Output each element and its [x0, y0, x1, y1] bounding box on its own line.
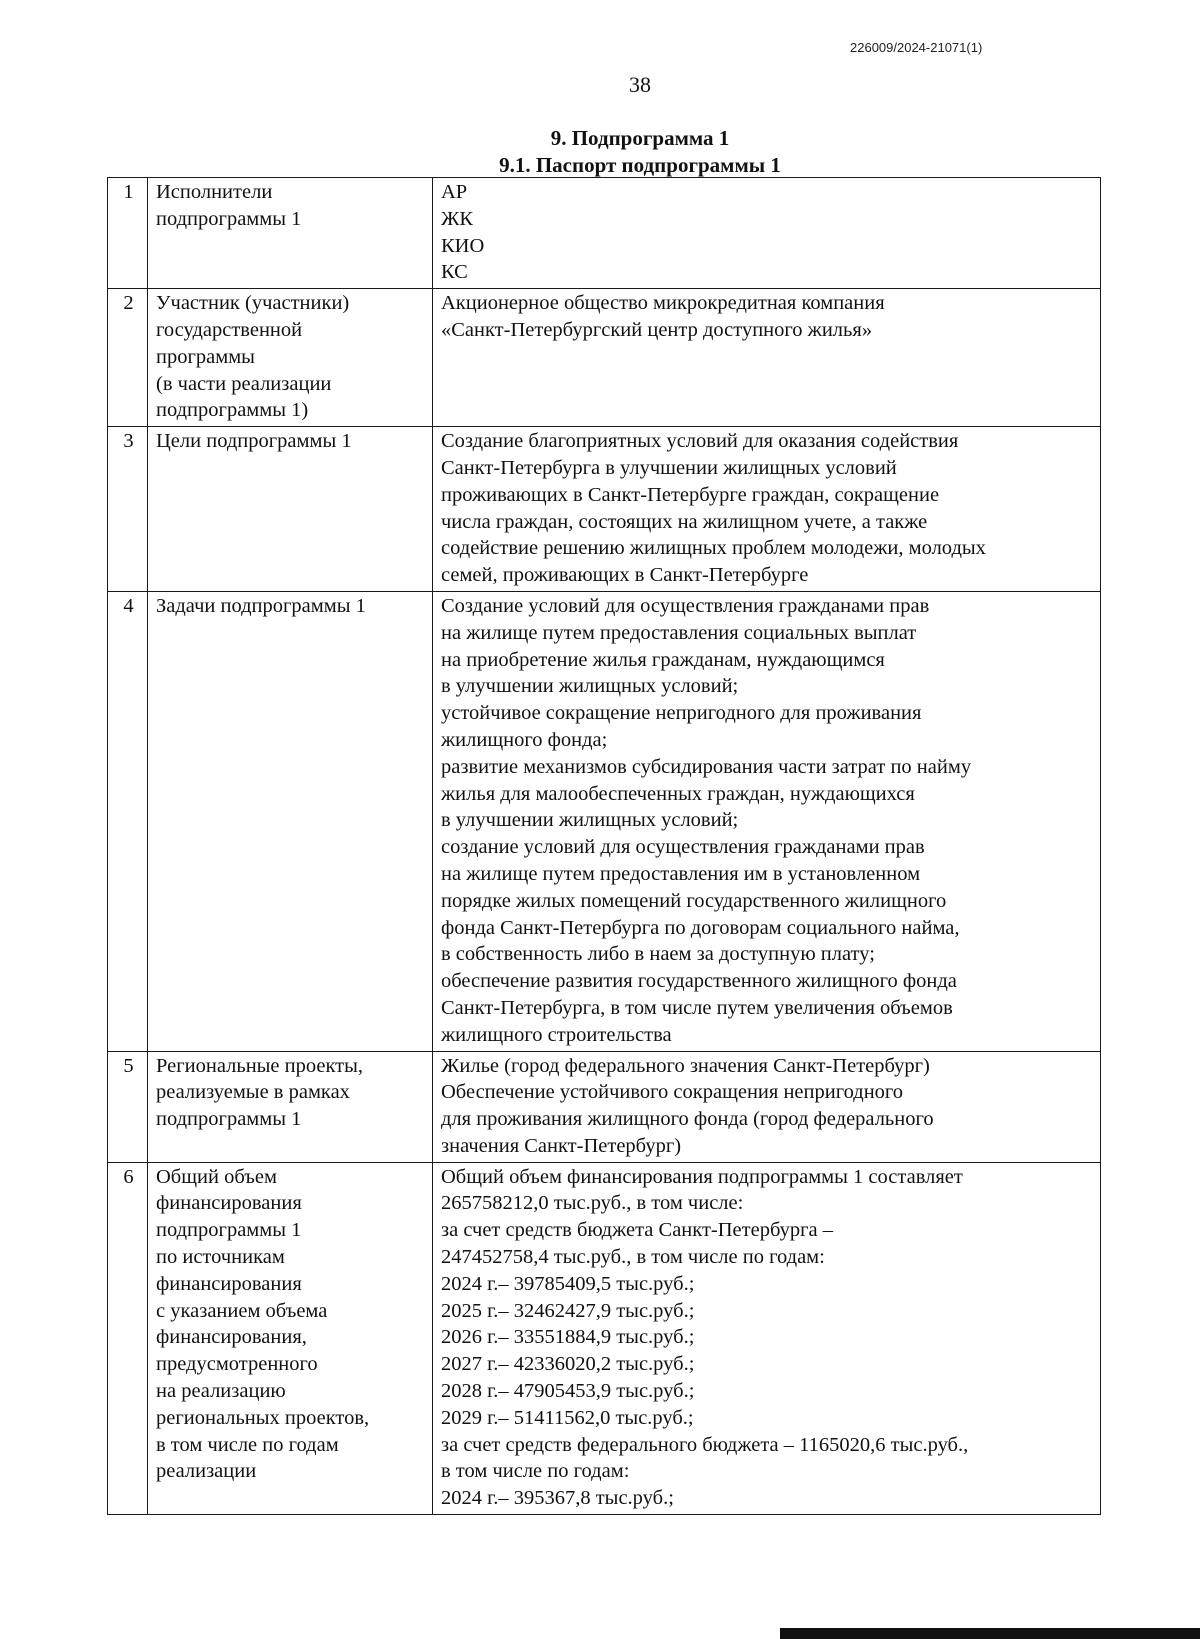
row-name-line: финансирования — [156, 1272, 302, 1295]
row-name-line: финансирования — [156, 1192, 302, 1215]
row-name-line: Цели подпрограммы 1 — [156, 430, 352, 453]
row-content-line: Санкт-Петербурга, в том числе путем увеличения объемов — [441, 996, 953, 1019]
row-content-line: на жилище путем предоставления социальных выплат — [441, 621, 917, 644]
row-name-line: Задачи подпрограммы 1 — [156, 594, 366, 617]
row-name-cell — [148, 427, 433, 592]
row-name-cell — [148, 591, 433, 1051]
row-content-line: жилья для малообеспеченных граждан, нуждающихся — [441, 782, 915, 805]
row-number: 4 — [108, 591, 148, 1051]
row-name-line: в том числе по годам — [156, 1433, 339, 1456]
row-content-cell — [433, 1051, 1101, 1162]
row-content-cell — [433, 591, 1101, 1051]
row-name-line: подпрограммы 1) — [156, 399, 309, 422]
row-name-line: программы — [156, 345, 255, 368]
row-name-cell — [148, 1051, 433, 1162]
row-content-line: за счет средств бюджета Санкт-Петербурга – — [441, 1219, 833, 1242]
row-name-line: подпрограммы 1 — [156, 207, 302, 230]
row-name-line: Исполнители — [156, 181, 273, 203]
row-content-line: семей, проживающих в Санкт-Петербурге — [441, 564, 809, 587]
row-content-line: КС — [441, 261, 468, 284]
row-name-line: с указанием объема — [156, 1299, 328, 1322]
row-content-line: 2027 г.– 42336020,2 тыс.руб.; — [441, 1353, 695, 1376]
row-content-line: в том числе по годам: — [441, 1460, 630, 1483]
row-number: 3 — [108, 427, 148, 592]
row-content-line: содействие решению жилищных проблем молодежи, молодых — [441, 537, 986, 560]
table-row — [108, 427, 1101, 592]
row-number: 5 — [108, 1051, 148, 1162]
row-content-line: создание условий для осуществления гражданами прав — [441, 836, 925, 859]
row-name-line: государственной — [156, 318, 303, 341]
row-content-line: Общий объем финансирования подпрограммы 1 составляет — [441, 1165, 963, 1188]
table-row — [108, 591, 1101, 1051]
row-content-line: 2025 г.– 32462427,9 тыс.руб.; — [441, 1299, 695, 1322]
table-row — [108, 1162, 1101, 1514]
row-content-line: КИО — [441, 234, 485, 257]
row-content-line: на жилище путем предоставления им в установленном — [441, 862, 921, 885]
table-row — [108, 1051, 1101, 1162]
row-number: 2 — [108, 289, 148, 427]
row-name-cell — [148, 1162, 433, 1514]
row-name-line: подпрограммы 1 — [156, 1219, 302, 1242]
subsection-title: 9.1. Паспорт подпрограммы 1 — [499, 153, 781, 177]
row-content-line: Создание благоприятных условий для оказания содействия — [441, 430, 959, 453]
row-content-line: за счет средств федерального бюджета – 1165020,6 тыс.руб., — [441, 1433, 969, 1456]
row-content-line: 2029 г.– 51411562,0 тыс.руб.; — [441, 1406, 694, 1429]
row-content-line: устойчивое сокращение непригодного для проживания — [441, 702, 922, 725]
row-name-line: реализации — [156, 1460, 257, 1483]
row-content-line: фонда Санкт-Петербурга по договорам социального найма, — [441, 916, 960, 939]
row-name-line: на реализацию — [156, 1380, 286, 1403]
row-content-cell — [433, 427, 1101, 592]
passport-table — [107, 177, 1101, 1515]
row-content-line: 2028 г.– 47905453,9 тыс.руб.; — [441, 1380, 695, 1403]
row-name-line: реализуемые в рамках — [156, 1081, 350, 1104]
row-number: 6 — [108, 1162, 148, 1514]
row-content-line: проживающих в Санкт-Петербурге граждан, сокращение — [441, 483, 940, 506]
document-id: 226009/2024-21071(1) — [850, 40, 983, 55]
row-content-line: Санкт-Петербурга в улучшении жилищных условий — [441, 456, 897, 479]
row-name-cell — [148, 289, 433, 427]
row-content-line: ЖК — [441, 207, 474, 230]
row-name-line: Общий объем — [156, 1165, 277, 1188]
row-name-line: Региональные проекты, — [156, 1054, 364, 1077]
row-name-line: региональных проектов, — [156, 1406, 370, 1429]
row-content-line: порядке жилых помещений государственного жилищного — [441, 889, 947, 912]
row-content-cell — [433, 1162, 1101, 1514]
row-content-line: жилищного фонда; — [441, 728, 608, 751]
row-content-line: 2026 г.– 33551884,9 тыс.руб.; — [441, 1326, 695, 1349]
row-content-cell — [433, 178, 1101, 289]
row-content-line: Акционерное общество микрокредитная компания — [441, 292, 885, 315]
row-content-line: числа граждан, состоящих на жилищном учете, а также — [441, 510, 928, 533]
row-content-line: развитие механизмов субсидирования части затрат по найму — [441, 755, 972, 778]
row-content-line: в улучшении жилищных условий; — [441, 809, 739, 832]
row-content-line: Обеспечение устойчивого сокращения непригодного — [441, 1081, 904, 1104]
table-row — [108, 289, 1101, 427]
row-content-line: 2024 г.– 39785409,5 тыс.руб.; — [441, 1272, 695, 1295]
row-name-line: подпрограммы 1 — [156, 1108, 302, 1131]
row-content-line: 247452758,4 тыс.руб., в том числе по годам: — [441, 1246, 825, 1269]
row-content-line: на приобретение жилья гражданам, нуждающимся — [441, 648, 885, 671]
row-content-line: 265758212,0 тыс.руб., в том числе: — [441, 1192, 744, 1215]
row-content-line: Создание условий для осуществления гражданами прав — [441, 594, 930, 617]
row-content-line: жилищного строительства — [441, 1023, 672, 1046]
row-name-line: по источникам — [156, 1246, 285, 1269]
row-content-line: в собственность либо в наем за доступную плату; — [441, 943, 875, 966]
table-row — [108, 178, 1101, 289]
row-name-line: финансирования, — [156, 1326, 307, 1349]
row-content-line: 2024 г.– 395367,8 тыс.руб.; — [441, 1487, 674, 1510]
row-name-cell — [148, 178, 433, 289]
row-content-line: обеспечение развития государственного жилищного фонда — [441, 970, 957, 993]
row-content-cell — [433, 289, 1101, 427]
row-name-line: Участник (участники) — [156, 292, 350, 315]
row-content-line: значения Санкт-Петербург) — [441, 1134, 682, 1157]
section-title: 9. Подпрограмма 1 — [550, 126, 730, 150]
page-number: 38 — [629, 72, 651, 97]
row-number: 1 — [108, 178, 148, 289]
row-content-line: для проживания жилищного фонда (город федерального — [441, 1108, 934, 1131]
row-content-line: «Санкт-Петербургский центр доступного жилья» — [441, 318, 873, 341]
row-content-line: в улучшении жилищных условий; — [441, 675, 739, 698]
row-content-line: АР — [441, 181, 468, 203]
row-name-line: (в части реализации — [156, 372, 332, 395]
row-name-line: предусмотренного — [156, 1353, 318, 1376]
row-content-line: Жилье (город федерального значения Санкт-Петербург) — [441, 1054, 930, 1077]
scan-edge-bar — [780, 1628, 1200, 1639]
